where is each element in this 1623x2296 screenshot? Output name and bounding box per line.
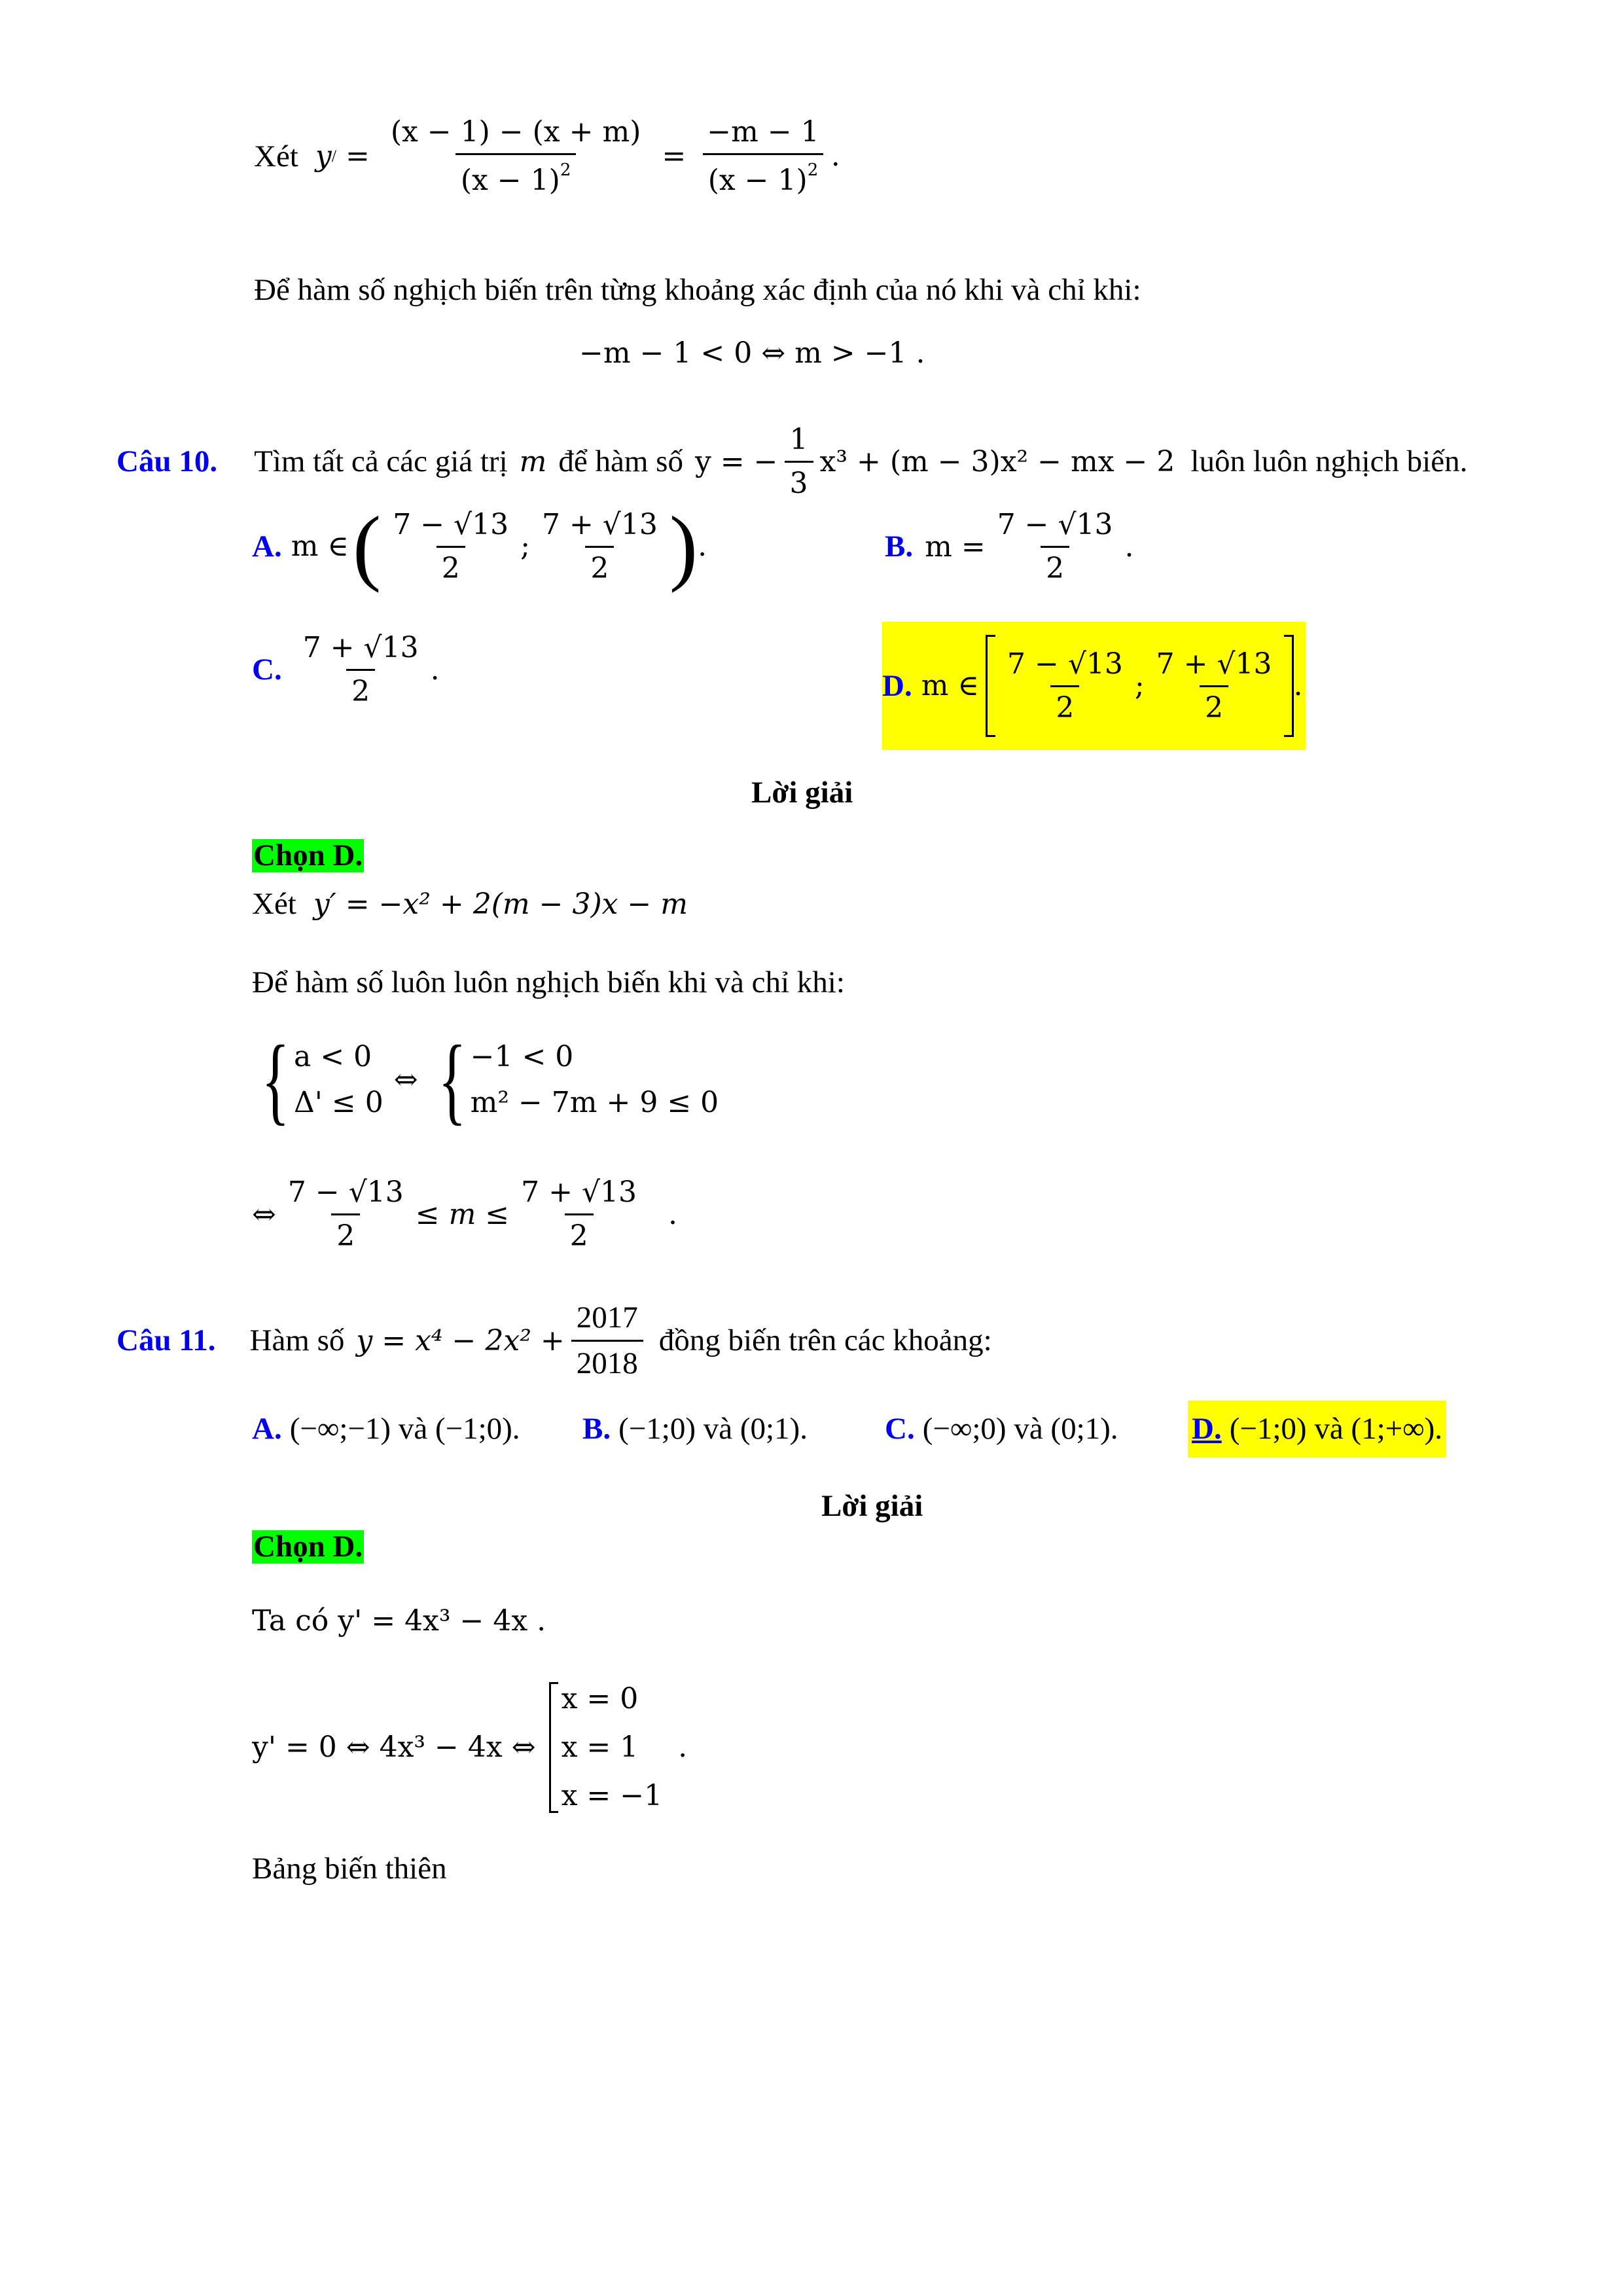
q10-system: { a < 0 Δ' ≤ 0 ⇔ { −1 < 0 m² − 7m + 9 ≤ 0 (261, 1026, 719, 1134)
q10-option-b[interactable]: B. m = $\frac{7 - √13}{2}$ . (885, 508, 1134, 585)
q11-solution-title: Lời giải (821, 1489, 923, 1523)
question-10: Câu 10. Tìm tất cả các giá trị m để hàm số y = − $\frac{1}{3}$ x³ + (m − 3)x² − mx − 2 luôn luôn nghịch biến. (116, 423, 1468, 500)
derivative-intro: Xét y / = $\frac{(x - 1) - (x + m)}{(x - 1)^2}$ = $\frac{-m - 1}{(x - 1)^2}$ . (254, 115, 840, 197)
variation-table-title: Bảng biến thiên (252, 1852, 447, 1886)
q11-chosen-answer: Chọn D. (253, 1530, 363, 1564)
prime-mark: / (331, 147, 336, 166)
q11-option-a[interactable]: A. (−∞;−1) và (−1;0). (252, 1412, 520, 1446)
intro-condition-text: Để hàm số nghịch biến trên từng khoảng xác định của nó khi và chỉ khi: (254, 273, 1141, 307)
q11-option-c[interactable]: C. (−∞;0) và (0;1). (885, 1412, 1118, 1446)
q11-option-b[interactable]: B. (−1;0) và (0;1). (582, 1412, 808, 1446)
y-symbol: y (315, 139, 332, 173)
q10-chosen-answer: Chọn D. (253, 838, 363, 872)
xet-label: Xét (254, 139, 298, 173)
q10-condition-text: Để hàm số luôn luôn nghịch biến khi và chỉ khi: (252, 965, 845, 999)
q11-derivative: Ta có y' = 4x³ − 4x . (252, 1604, 546, 1638)
q10-option-d[interactable]: D. m ∈ $\frac{7 - √13}{2}$ ; $\frac{7 + √13}{2}$ . (882, 622, 1306, 750)
q11-option-d[interactable]: D. (−1;0) và (1;+∞). (1188, 1401, 1446, 1458)
question-11-label: Câu 11. (116, 1323, 216, 1357)
q10-final-inequality: ⇔ $\frac{7 - √13}{2}$ ≤ m ≤ $\frac{7 + √13}{2}$ . (252, 1175, 678, 1253)
q10-option-a[interactable]: A. m ∈ ( $\frac{7 - √13}{2}$ ; $\frac{7 + √13}{2}$ ) . (252, 499, 707, 594)
q11-roots: y' = 0 ⇔ 4x³ − 4x ⇔ x = 0 x = 1 x = −1 . (252, 1682, 688, 1812)
question-11: Câu 11. Hàm số y = x⁴ − 2x² + $\frac{2017}{2018}$ đồng biến trên các khoảng: (116, 1300, 992, 1380)
question-10-label: Câu 10. (116, 444, 218, 478)
intro-fraction-2: $\frac{-m - 1}{(x - 1)^2}$ (702, 118, 824, 195)
q10-derivative: Xét y′ = −x² + 2(m − 3)x − m (252, 887, 688, 921)
intro-result: −m − 1 < 0 ⇔ m > −1 . (579, 336, 925, 370)
q10-option-c[interactable]: C. $\frac{7 + √13}{2}$ . (252, 631, 440, 708)
intro-fraction-1: $\frac{(x - 1) - (x + m)}{(x - 1)^2}$ (390, 115, 641, 197)
q10-solution-title: Lời giải (751, 776, 853, 810)
